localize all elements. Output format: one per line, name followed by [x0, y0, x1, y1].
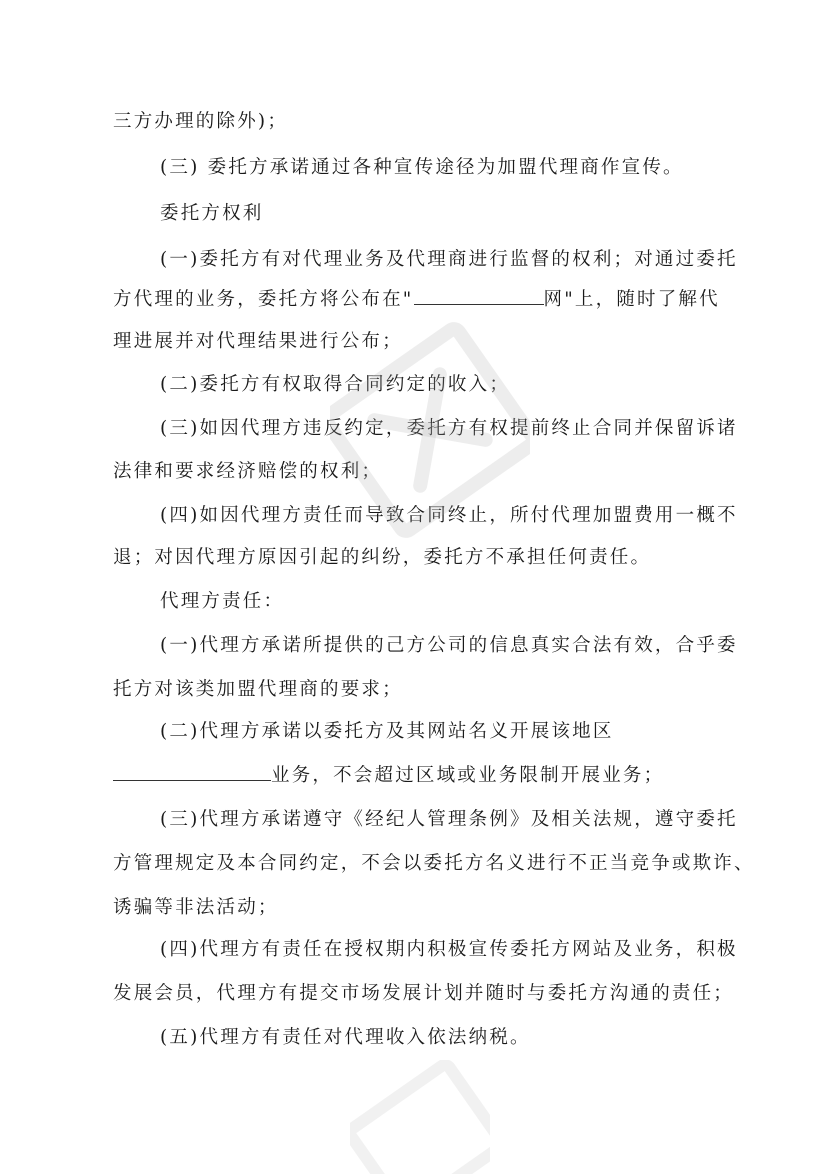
text-line-with-blank	[113, 288, 720, 312]
text-line: (三)代理方承诺遵守《经纪人管理条例》及相关法规，遵守委托	[160, 809, 738, 830]
text-line: 托方对该类加盟代理商的要求；	[113, 679, 403, 700]
text-line-with-blank	[113, 764, 664, 788]
text-line: (一)委托方有对代理业务及代理商进行监督的权利；对通过委托	[160, 249, 738, 270]
text-line: 法律和要求经济赔偿的权利；	[113, 461, 383, 482]
text-segment: 方代理的业务，委托方将公布在"	[113, 289, 414, 310]
section-heading: 委托方权利	[160, 203, 264, 224]
text-line: 诱骗等非法活动；	[113, 897, 279, 918]
text-line: (三) 委托方承诺通过各种宣传途径为加盟代理商作宣传。	[160, 157, 684, 178]
text-line: (一)代理方承诺所提供的己方公司的信息真实合法有效，合乎委	[160, 635, 738, 656]
fill-in-blank	[113, 764, 271, 781]
text-line: 方管理规定及本合同约定，不会以委托方名义进行不正当竞争或欺诈、	[113, 853, 755, 874]
text-line: 理进展并对代理结果进行公布；	[113, 331, 403, 352]
text-segment: 网"上，随时了解代	[543, 289, 720, 310]
watermark-mark	[350, 1060, 490, 1174]
text-line: 退；对因代理方原因引起的纠纷，委托方不承担任何责任。	[113, 547, 652, 568]
text-line: (三)如因代理方违反约定，委托方有权提前终止合同并保留诉诸	[160, 418, 738, 439]
text-line: (四)代理方有责任在授权期内积极宣传委托方网站及业务，积极	[160, 939, 738, 960]
section-heading: 代理方责任：	[160, 591, 285, 612]
fill-in-blank	[414, 288, 544, 305]
text-line: (二)代理方承诺以委托方及其网站名义开展该地区	[160, 721, 614, 742]
text-line: (二)委托方有权取得合同约定的收入；	[160, 374, 511, 395]
text-segment: 业务，不会超过区域或业务限制开展业务；	[271, 765, 665, 786]
text-line: (五)代理方有责任对代理收入依法纳税。	[160, 1027, 531, 1048]
text-line: 三方办理的除外)；	[113, 111, 289, 132]
text-line: 发展会员，代理方有提交市场发展计划并随时与委托方沟通的责任；	[113, 983, 735, 1004]
text-line: (四)如因代理方责任而导致合同终止，所付代理加盟费用一概不	[160, 505, 738, 526]
